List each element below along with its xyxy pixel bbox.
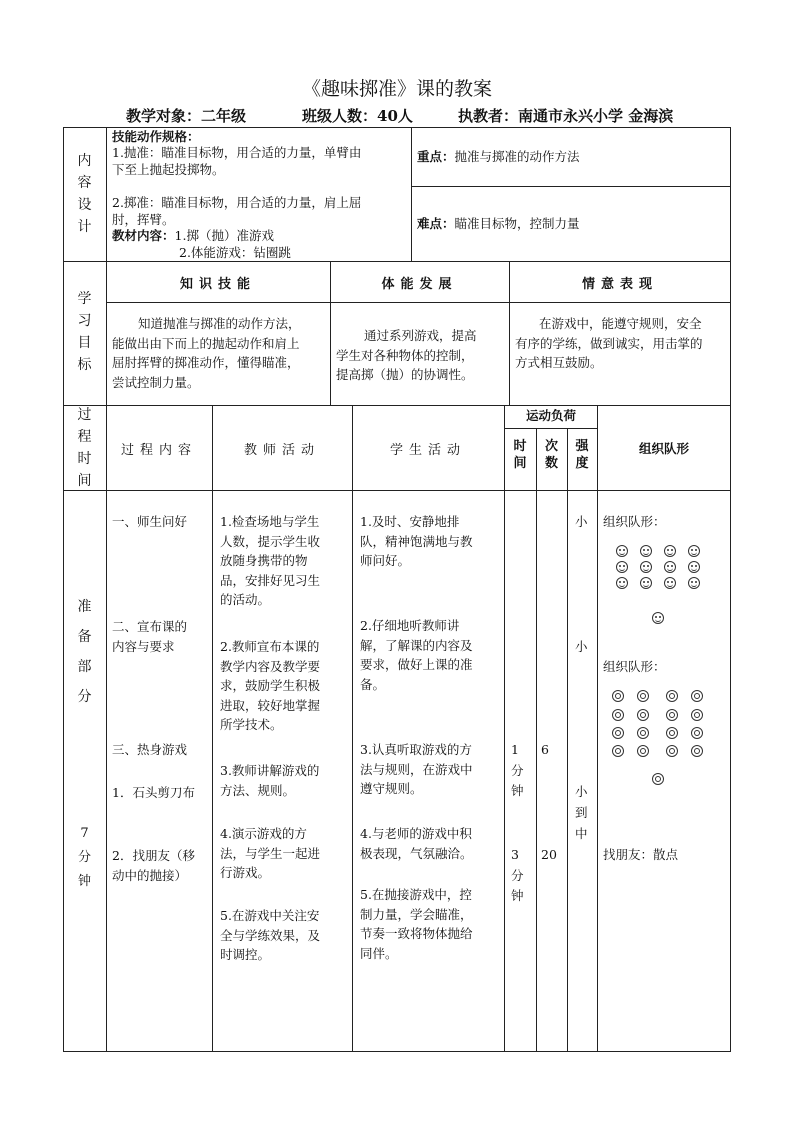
header-count: 次 数 bbox=[544, 439, 558, 471]
header-formation: 组织队形 bbox=[638, 441, 689, 456]
teacher-activity-5: 5.在游戏中关注安 全与学练效果，及 时调控。 bbox=[220, 908, 321, 962]
learning-goals-label: 学 习 目 标 bbox=[77, 291, 92, 373]
student-icon bbox=[688, 577, 700, 589]
formation-label-2: 组织队形： bbox=[603, 659, 666, 674]
student-ring-icon bbox=[691, 727, 703, 739]
student-ring-icon bbox=[637, 745, 649, 757]
student-icon bbox=[664, 545, 676, 557]
teacher-activity-4: 4.演示游戏的方 法，与学生一起进 行游戏。 bbox=[220, 826, 321, 880]
teacher-name: 执教者：南通市永兴小学 金海滨 bbox=[458, 107, 674, 125]
goal-knowledge: 知道抛准与掷准的动作方法， 能做出由下而上的抛起动作和肩上 屈肘挥臂的掷准动作，懂得瞄准， 尝试控制力量。 bbox=[112, 316, 301, 390]
intensity-value-1: 小 bbox=[575, 514, 588, 529]
page-title: 《趣味掷准》课的教案 bbox=[301, 78, 492, 100]
teacher-icon bbox=[652, 612, 664, 624]
item-rock-paper-scissors: 1．石头剪刀布 bbox=[112, 785, 195, 800]
student-icon bbox=[616, 577, 628, 589]
student-activity-3: 3.认真听取游戏的方 法与规则，在游戏中 遵守规则。 bbox=[360, 742, 473, 796]
student-ring-icon bbox=[612, 709, 624, 721]
student-activity-5: 5.在抛接游戏中，控 制力量，学会瞄准， 节奏一致将物体抛给 同伴。 bbox=[360, 887, 473, 961]
student-activity-4: 4.与老师的游戏中积 极表现，气氛融洽。 bbox=[360, 826, 473, 861]
student-icon bbox=[640, 561, 652, 573]
difficulty-point: 难点：瞄准目标物，控制力量 bbox=[417, 216, 580, 231]
student-icon bbox=[664, 577, 676, 589]
header-time: 时 间 bbox=[513, 439, 527, 471]
formation-label-1: 组织队形： bbox=[603, 514, 666, 529]
student-ring-icon bbox=[666, 727, 678, 739]
count-value-a: 6 bbox=[541, 742, 549, 757]
teacher-activity-3: 3.教师讲解游戏的 方法、规则。 bbox=[220, 763, 320, 798]
header-intensity: 强 度 bbox=[575, 439, 589, 471]
item-announce: 二、宣布课的 内容与要求 bbox=[112, 619, 188, 654]
goal-emotion: 在游戏中，能遵守规则，安全 有序的学练，做到诚实，用击掌的 方式相互鼓励。 bbox=[515, 316, 703, 370]
item-greeting: 一、师生问好 bbox=[112, 514, 188, 529]
student-icon bbox=[664, 561, 676, 573]
time-value-b: 3 分 钟 bbox=[511, 847, 524, 903]
skill-throw-up: 1.抛准：瞄准目标物，用合适的力量，单臂由 下至上抛起投掷物。 bbox=[112, 145, 362, 177]
student-ring-icon bbox=[691, 690, 703, 702]
goal-physical: 通过系列游戏，提高 学生对各种物体的控制， 提高掷（抛）的协调性。 bbox=[336, 328, 477, 382]
student-ring-icon bbox=[637, 690, 649, 702]
time-value-a: 1 分 钟 bbox=[511, 742, 524, 798]
key-point: 重点：抛准与掷准的动作方法 bbox=[417, 149, 580, 164]
student-ring-icon bbox=[666, 709, 678, 721]
prep-section-label: 准 备 部 分 bbox=[77, 599, 92, 705]
header-student-activity: 学生活动 bbox=[389, 443, 466, 458]
process-time-label: 过 程 时 间 bbox=[77, 407, 92, 489]
student-activity-2: 2.仔细地听教师讲 解，了解课的内容及 要求，做好上课的准 备。 bbox=[360, 618, 473, 692]
student-ring-icon bbox=[691, 745, 703, 757]
student-ring-icon bbox=[612, 690, 624, 702]
student-icon bbox=[688, 561, 700, 573]
student-activity-1: 1.及时、安静地排 队，精神饱满地与教 师问好。 bbox=[360, 514, 473, 568]
header-knowledge: 知识技能 bbox=[179, 277, 256, 292]
student-icon bbox=[640, 545, 652, 557]
header-physical: 体能发展 bbox=[381, 277, 458, 292]
intensity-value-2: 小 bbox=[575, 639, 588, 654]
class-size: 班级人数：40人 bbox=[302, 107, 413, 125]
teaching-target: 教学对象：二年级 bbox=[126, 107, 247, 125]
item-warmup: 三、热身游戏 bbox=[112, 742, 188, 757]
student-icon bbox=[616, 561, 628, 573]
student-icon bbox=[616, 545, 628, 557]
intensity-value-3: 小 到 中 bbox=[575, 784, 588, 841]
header-teacher-activity: 教师活动 bbox=[243, 443, 320, 458]
prep-section-time: 7 分 钟 bbox=[77, 826, 91, 889]
student-ring-icon bbox=[637, 727, 649, 739]
teacher-ring-icon bbox=[652, 773, 664, 785]
student-ring-icon bbox=[691, 709, 703, 721]
header-process-content: 过程内容 bbox=[120, 443, 197, 458]
student-ring-icon bbox=[637, 709, 649, 721]
student-icon bbox=[640, 577, 652, 589]
header-exercise-load: 运动负荷 bbox=[525, 408, 576, 423]
teacher-activity-2: 2.教师宣布本课的 教学内容及教学要 求，鼓励学生积极 进取，较好地掌握 所学技术。 bbox=[220, 639, 321, 732]
teacher-activity-1: 1.检查场地与学生 人数，提示学生收 放随身携带的物 品，安排好见习生 的活动。 bbox=[220, 514, 321, 607]
material-content: 教材内容：1.掷（抛）准游戏 2.体能游戏：钻圈跳 bbox=[112, 228, 291, 260]
student-ring-icon bbox=[666, 690, 678, 702]
content-design-label: 内 容 设 计 bbox=[77, 153, 92, 235]
student-ring-icon bbox=[666, 745, 678, 757]
skill-title: 技能动作规格： bbox=[112, 129, 200, 144]
item-find-friends: 2．找朋友（移 动中的抛接） bbox=[112, 848, 195, 883]
skill-throw-over: 2.掷准：瞄准目标物，用合适的力量，肩上屈 肘，挥臂。 bbox=[112, 195, 362, 227]
header-emotion: 情意表现 bbox=[581, 277, 658, 292]
student-ring-icon bbox=[612, 745, 624, 757]
student-icon bbox=[688, 545, 700, 557]
count-value-b: 20 bbox=[541, 847, 557, 862]
student-ring-icon bbox=[612, 727, 624, 739]
formation-label-3: 找朋友：散点 bbox=[603, 847, 679, 862]
